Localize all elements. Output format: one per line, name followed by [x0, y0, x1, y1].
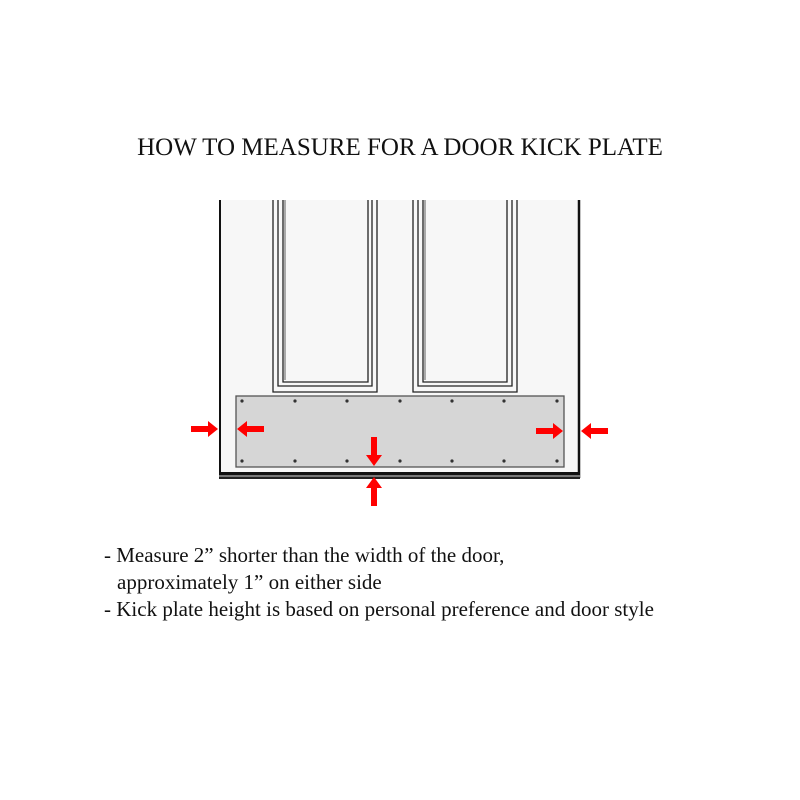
arrow-right-icon: [191, 421, 218, 437]
kick-plate: [236, 396, 564, 467]
arrow-left-icon: [581, 423, 608, 439]
note-height: - Kick plate height is based on personal preference and door style: [104, 597, 654, 621]
note-width-detail: approximately 1” on either side: [117, 570, 382, 594]
note-width: - Measure 2” shorter than the width of the door,: [104, 543, 505, 567]
arrow-up-icon: [366, 477, 382, 506]
measurement-notes: [104, 542, 654, 623]
diagram-title: HOW TO MEASURE FOR A DOOR KICK PLATE: [137, 134, 663, 161]
